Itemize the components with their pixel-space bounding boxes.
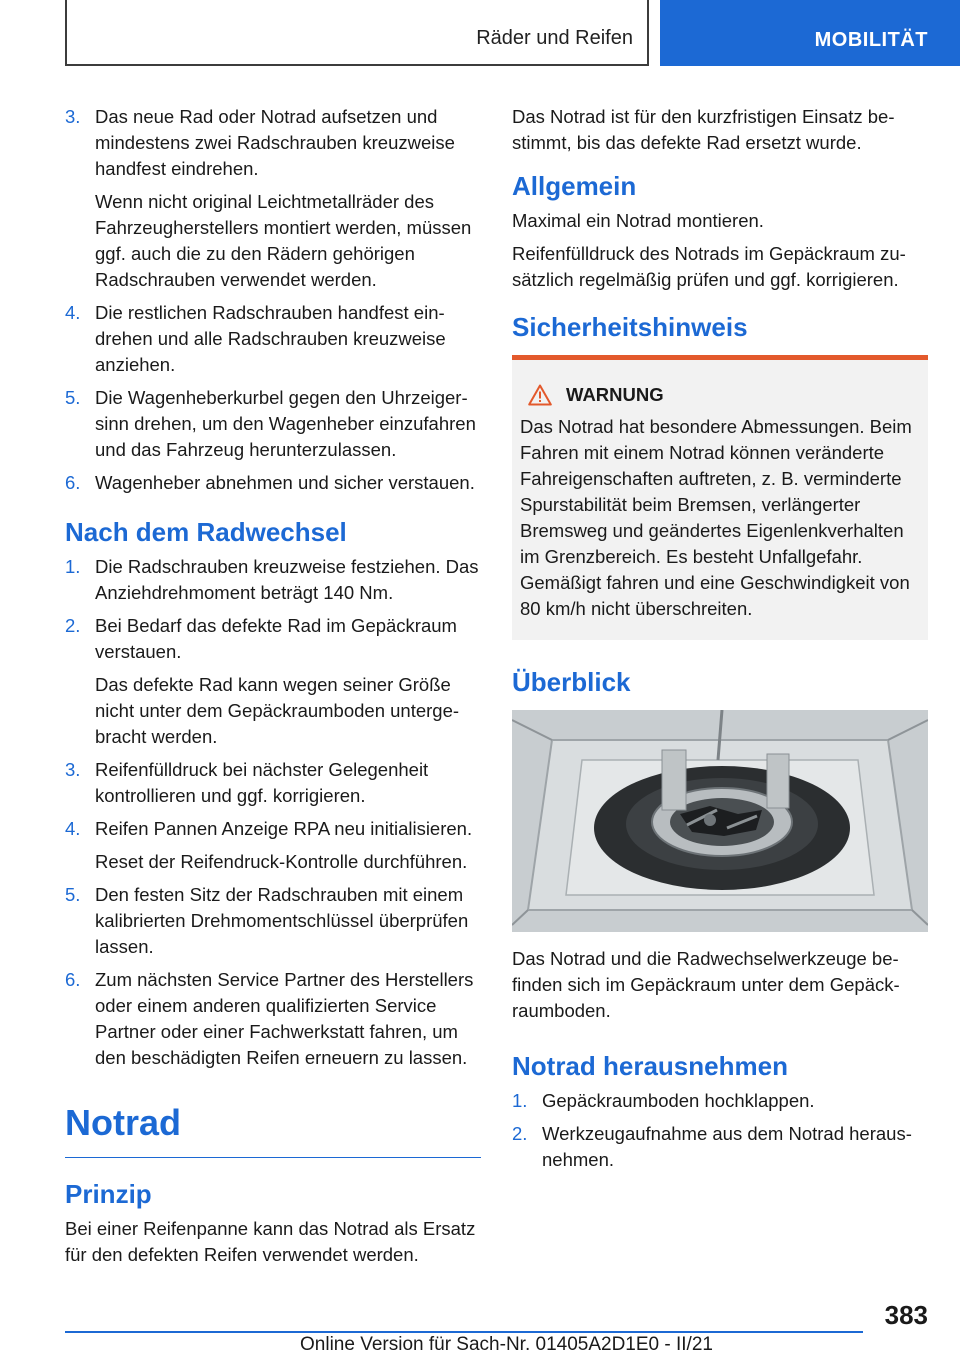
list-item [65, 882, 481, 960]
list-item [65, 967, 481, 1071]
header-chapter-title: MOBILITÄT [814, 29, 928, 51]
list-item [65, 757, 481, 809]
list-number: 5. [65, 387, 81, 408]
list-text: Bei Bedarf das defekte Rad im Gepäckraum verstauen. [95, 615, 457, 662]
list-item [512, 1088, 928, 1114]
list-text: Die Wagenheberkurbel gegen den Uhrzeigersinn drehen, um den Wagenheber einzufahren und das Fahrzeug herunterzulassen. [95, 387, 476, 460]
list-number: 2. [512, 1123, 528, 1144]
footer-divider [65, 1331, 863, 1333]
list-number: 2. [65, 615, 81, 636]
list-number: 6. [65, 969, 81, 990]
prinzip-paragraph: Bei einer Reifenpanne kann das Notrad als Ersatz für den defekten Reifen verwendet werden. [65, 1218, 476, 1265]
heading-sicherheitshinweis: Sicherheitshinweis [512, 312, 748, 342]
list-number: 4. [65, 302, 81, 323]
list-item [65, 300, 481, 378]
list-number: 1. [65, 556, 81, 577]
list-number: 4. [65, 818, 81, 839]
heading-nach-dem-radwechsel: Nach dem Radwechsel [65, 517, 347, 547]
list-text: Zum nächsten Service Partner des Herstellers oder einem anderen qualifizierten Service Partner oder einer Fachwerkstatt fahren, um den beschädigten Reifen erneuern zu lassen. [95, 969, 474, 1068]
list-item [65, 816, 481, 875]
list-text: Reifen Pannen Anzeige RPA neu initialisieren. [95, 818, 473, 839]
list-item [65, 104, 481, 293]
heading-notrad-herausnehmen: Notrad herausnehmen [512, 1051, 788, 1081]
list-text: Die restlichen Radschrauben handfest eindrehen und alle Radschrauben kreuzweise anziehen. [95, 302, 446, 375]
warning-triangle-icon [528, 384, 552, 406]
warning-title: WARNUNG [566, 384, 664, 405]
chapter-title-notrad: Notrad [65, 1101, 481, 1158]
list-text: Wagenheber abnehmen und sicher verstauen. [95, 472, 475, 493]
list-text: Werkzeugaufnahme aus dem Notrad herausnehmen. [542, 1123, 912, 1170]
list-item [65, 385, 481, 463]
header-section-title: Räder und Reifen [476, 27, 633, 49]
list-text: Reifenfülldruck bei nächster Gelegenheit kontrollieren und ggf. korrigieren. [95, 759, 429, 806]
list-subtext: Wenn nicht original Leichtmetallräder des Fahrzeugherstellers montiert werden, müssen ggf. auch die zu den Rädern gehörigen Radschrauben verwendet werden. [95, 191, 472, 290]
left-column [65, 104, 481, 1275]
heading-prinzip: Prinzip [65, 1179, 152, 1209]
list-number: 1. [512, 1090, 528, 1111]
page-number: 383 [884, 1300, 928, 1330]
list-text: Das neue Rad oder Notrad aufsetzen und mindestens zwei Radschrauben kreuzweise handfest eindrehen. [95, 106, 455, 179]
list-item [512, 1121, 928, 1173]
intro-paragraph: Das Notrad ist für den kurzfristigen Einsatz bestimmt, bis das defekte Rad ersetzt wurde. [512, 106, 895, 153]
list-item [65, 613, 481, 750]
warning-box [512, 355, 928, 640]
list-text: Die Radschrauben kreuzweise festziehen. Das Anziehdrehmoment beträgt 140 Nm. [95, 556, 479, 603]
list-item [65, 470, 481, 496]
warning-header [520, 382, 920, 408]
list-subtext: Das defekte Rad kann wegen seiner Größe nicht unter dem Gepäckraumboden untergebracht werden. [95, 674, 460, 747]
allgemein-paragraph-1: Maximal ein Notrad montieren. [512, 210, 764, 231]
list-text: Gepäckraumboden hochklappen. [542, 1090, 815, 1111]
list-number: 3. [65, 106, 81, 127]
header-section-box [65, 0, 649, 66]
list-item [65, 554, 481, 606]
footer-online-version: Online Version für Sach-Nr. 01405A2D1E0 - II/21 [300, 1334, 713, 1355]
warning-text: Das Notrad hat besondere Abmessungen. Beim Fahren mit einem Notrad können veränderte Fahreigenschaften auftreten, z. B. verminderte Spurstabilität beim Bremsen, verlängerter Bremsweg und geändertes Eigenlenkverhalten im Grenzbereich. Es besteht Unfallgefahr. Gemäßigt fahren und eine Geschwindigkeit von 80 km/h nicht überschreiten. [520, 416, 912, 619]
list-subtext: Reset der Reifendruck-Kontrolle durchführen. [95, 851, 468, 872]
photo-caption: Das Notrad und die Radwechselwerkzeuge befinden sich im Gepäckraum unter dem Gepäckraumboden. [512, 948, 900, 1021]
spare-wheel-photo [512, 710, 928, 932]
list-number: 6. [65, 472, 81, 493]
list-text: Den festen Sitz der Radschrauben mit einem kalibrierten Drehmomentschlüssel überprüfen lassen. [95, 884, 469, 957]
list-number: 5. [65, 884, 81, 905]
list-number: 3. [65, 759, 81, 780]
heading-ueberblick: Überblick [512, 667, 631, 697]
heading-allgemein: Allgemein [512, 171, 637, 201]
allgemein-paragraph-2: Reifenfülldruck des Notrads im Gepäckraum zusätzlich regelmäßig prüfen und ggf. korrigieren. [512, 243, 906, 290]
header-chapter-tab [660, 0, 960, 66]
right-column [512, 104, 928, 1180]
